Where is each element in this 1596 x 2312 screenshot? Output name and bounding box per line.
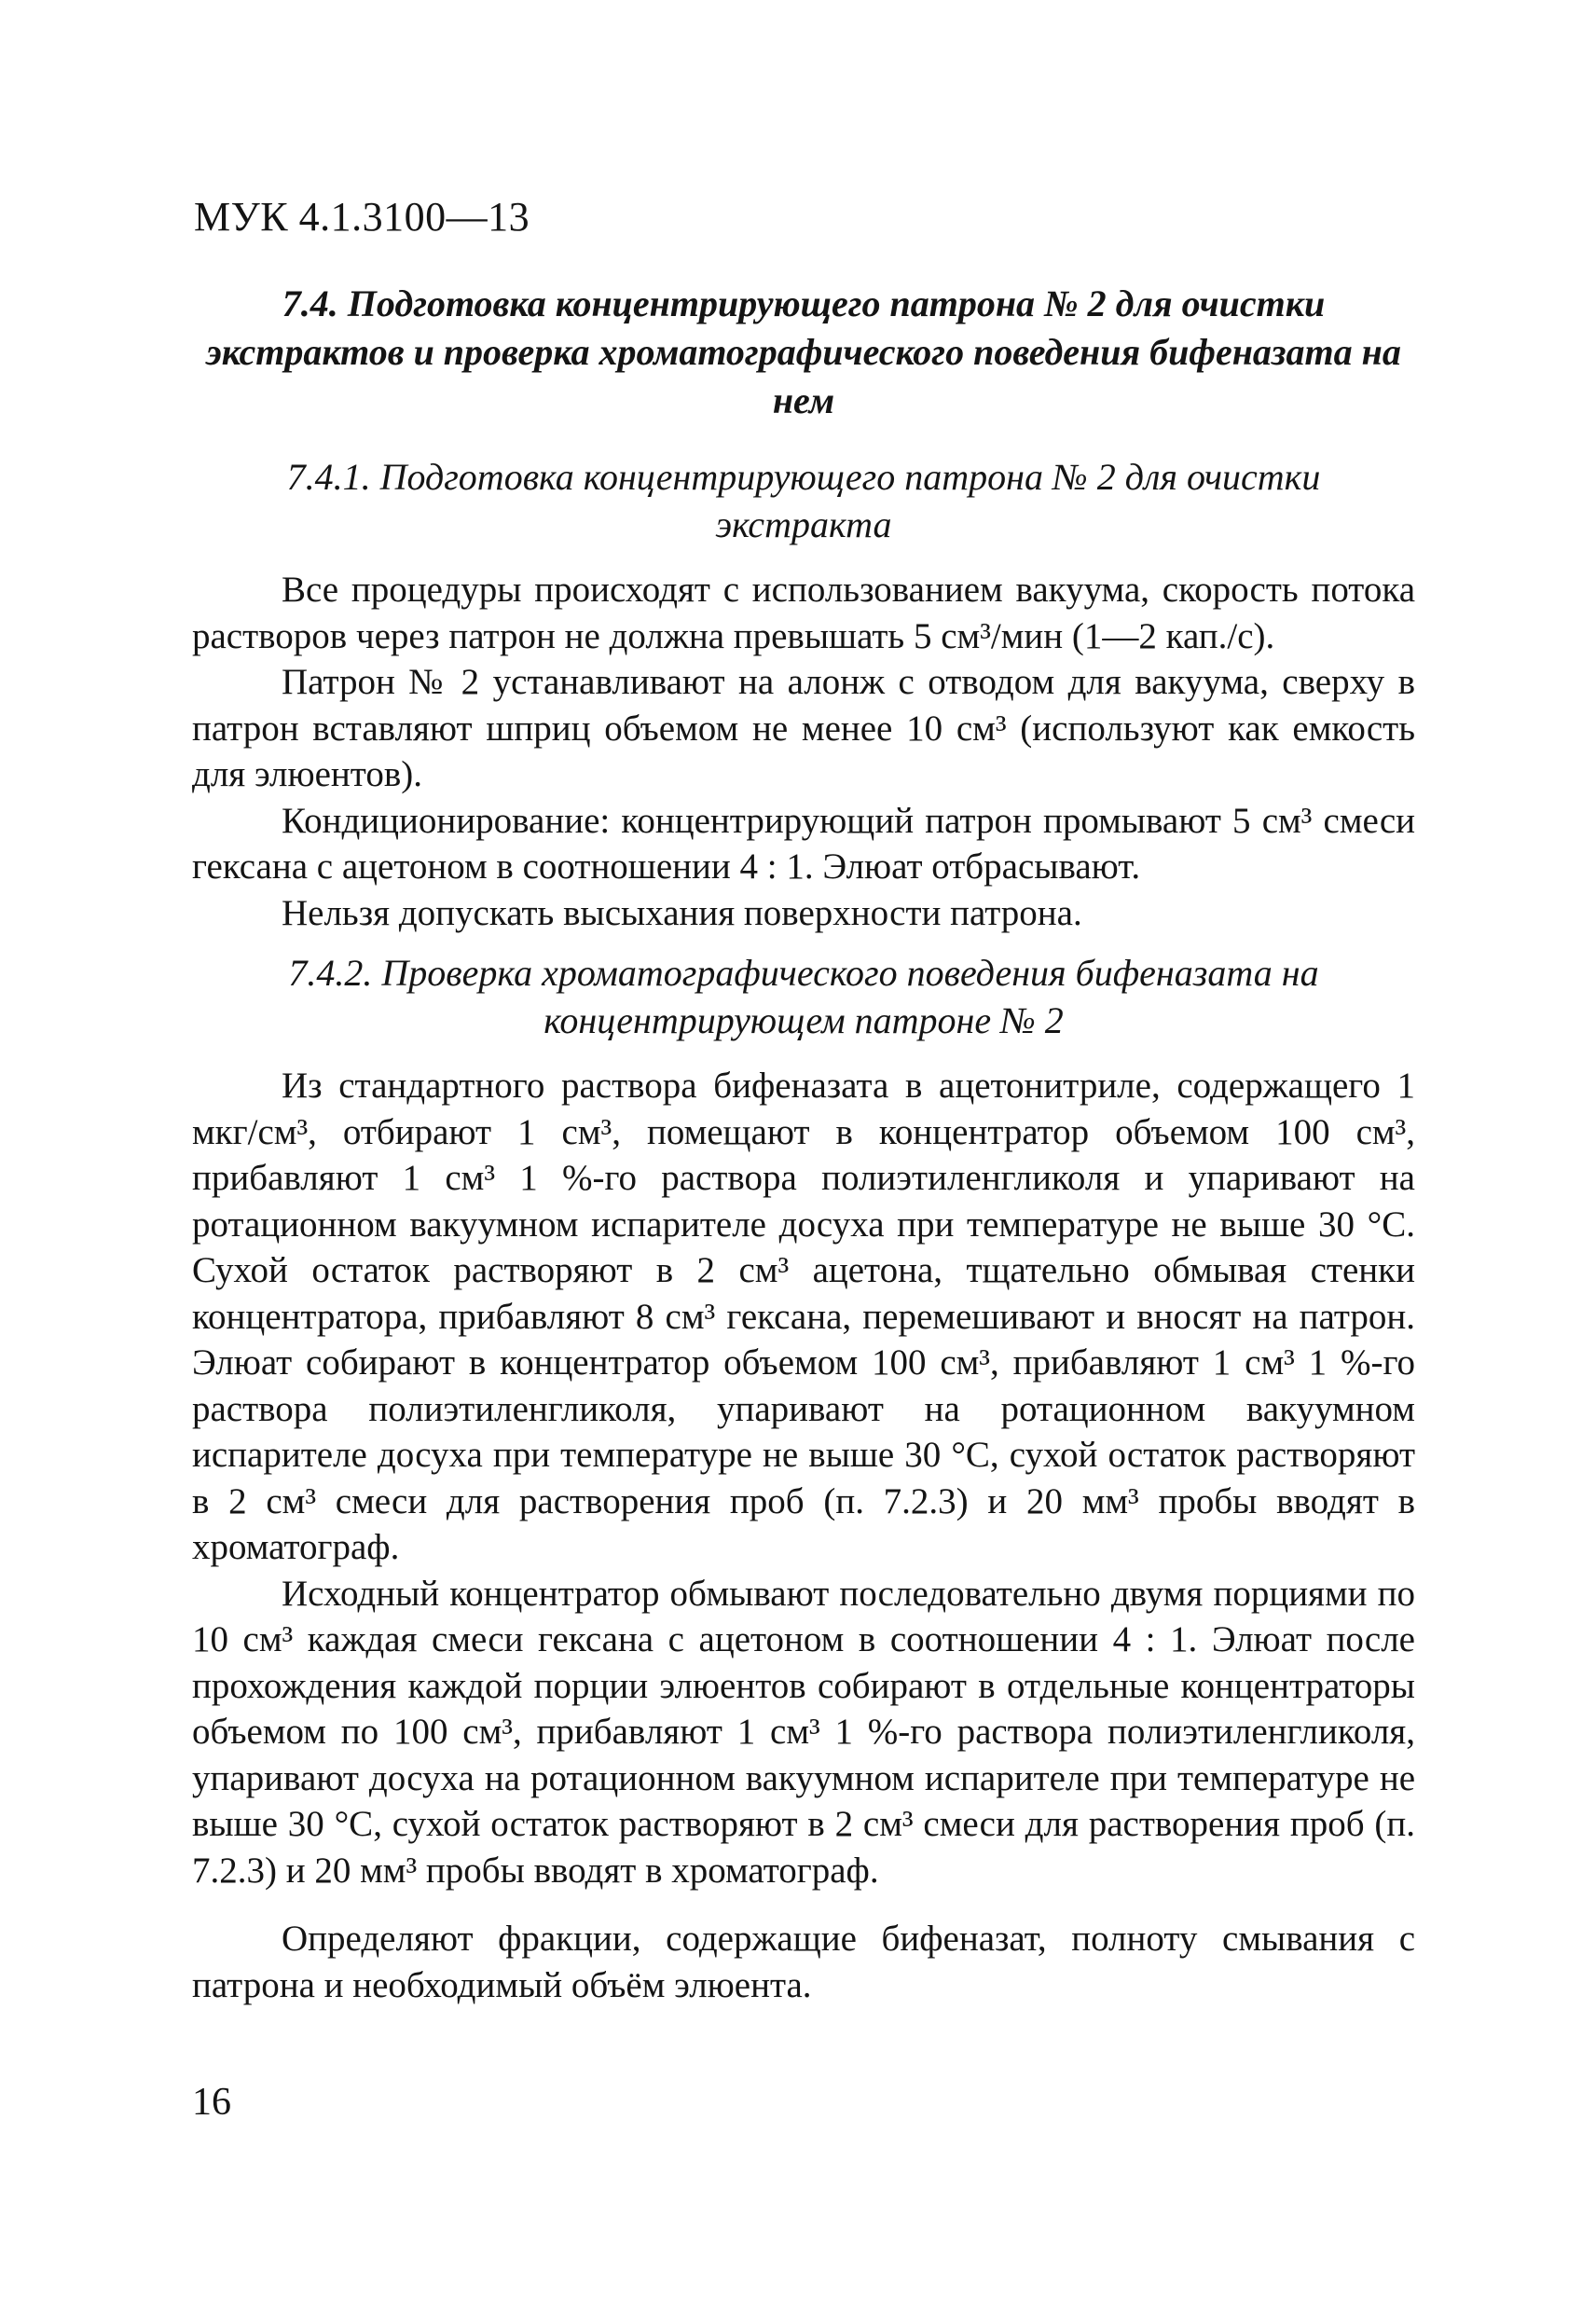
paragraph-fractions: Определяют фракции, содержащие бифеназат, полноту смывания с патрона и необходимый объём элюента. [192, 1919, 1415, 2005]
page-number: 16 [192, 2081, 231, 2124]
paragraph-conditioning: Кондиционирование: концентрирующий патрон промывают 5 см³ смеси гексана с ацетоном в соотношении 4 : 1. Элюат отбрасывают. [192, 800, 1415, 887]
paragraph-no-drying: Нельзя допускать высыхания поверхности патрона. [282, 892, 1082, 933]
page-content [192, 280, 1415, 2008]
document-code-header: МУК 4.1.3100—13 [194, 194, 530, 240]
paragraph-vacuum-procedure: Все процедуры происходят с использованием вакуума, скорость потока растворов через патрон не должна превышать 5 см³/мин (1—2 кап./с). [192, 570, 1415, 656]
section-7-4-2-heading: 7.4.2. Проверка хроматографического поведения бифеназата на концентрирующем патроне № 2 [288, 952, 1319, 1041]
paragraph-cartridge-setup: Патрон № 2 устанавливают на алонж с отводом для вакуума, сверху в патрон вставляют шприц объемом не менее 10 см³ (используют как емкость для элюентов). [192, 662, 1415, 794]
paragraph-concentrator-rinse: Исходный концентратор обмывают последовательно двумя порциями по 10 см³ каждая смеси гексана с ацетоном в соотношении 4 : 1. Элюат после прохождения каждой порции элюентов собирают в отдельные концентраторы объемом по 100 см³, прибавляют 1 см³ 1 %-го раствора полиэтиленгликоля, упаривают досуха на ротационном вакуумном испарителе при температуре не выше 30 °C, сухой остаток растворяют в 2 см³ смеси для растворения проб (п. 7.2.3) и 20 мм³ пробы вводят в хроматограф. [192, 1573, 1415, 1891]
paragraph-standard-solution: Из стандартного раствора бифеназата в ацетонитриле, содержащего 1 мкг/см³, отбирают 1 см³, помещают в концентратор объемом 100 см³, прибавляют 1 см³ 1 %-го раствора полиэтиленгликоля и упаривают на ротационном вакуумном испарителе досуха при температуре не выше 30 °C. Сухой остаток растворяют в 2 см³ ацетона, тщательно обмывая стенки концентратора, прибавляют 8 см³ гексана, перемешивают и вносят на патрон. Элюат собирают в концентратор объемом 100 см³, прибавляют 1 см³ 1 %-го раствора полиэтиленгликоля, упаривают на ротационном вакуумном испарителе досуха при температуре не выше 30 °C, сухой остаток растворяют в 2 см³ смеси для растворения проб (п. 7.2.3) и 20 мм³ пробы вводят в хроматограф. [192, 1066, 1415, 1567]
section-7-4-heading: 7.4. Подготовка концентрирующего патрона № 2 для очистки экстрактов и проверка хроматографического поведения бифеназата на нем [206, 282, 1401, 421]
section-7-4-1-heading: 7.4.1. Подготовка концентрирующего патрона № 2 для очистки экстракта [286, 456, 1321, 545]
